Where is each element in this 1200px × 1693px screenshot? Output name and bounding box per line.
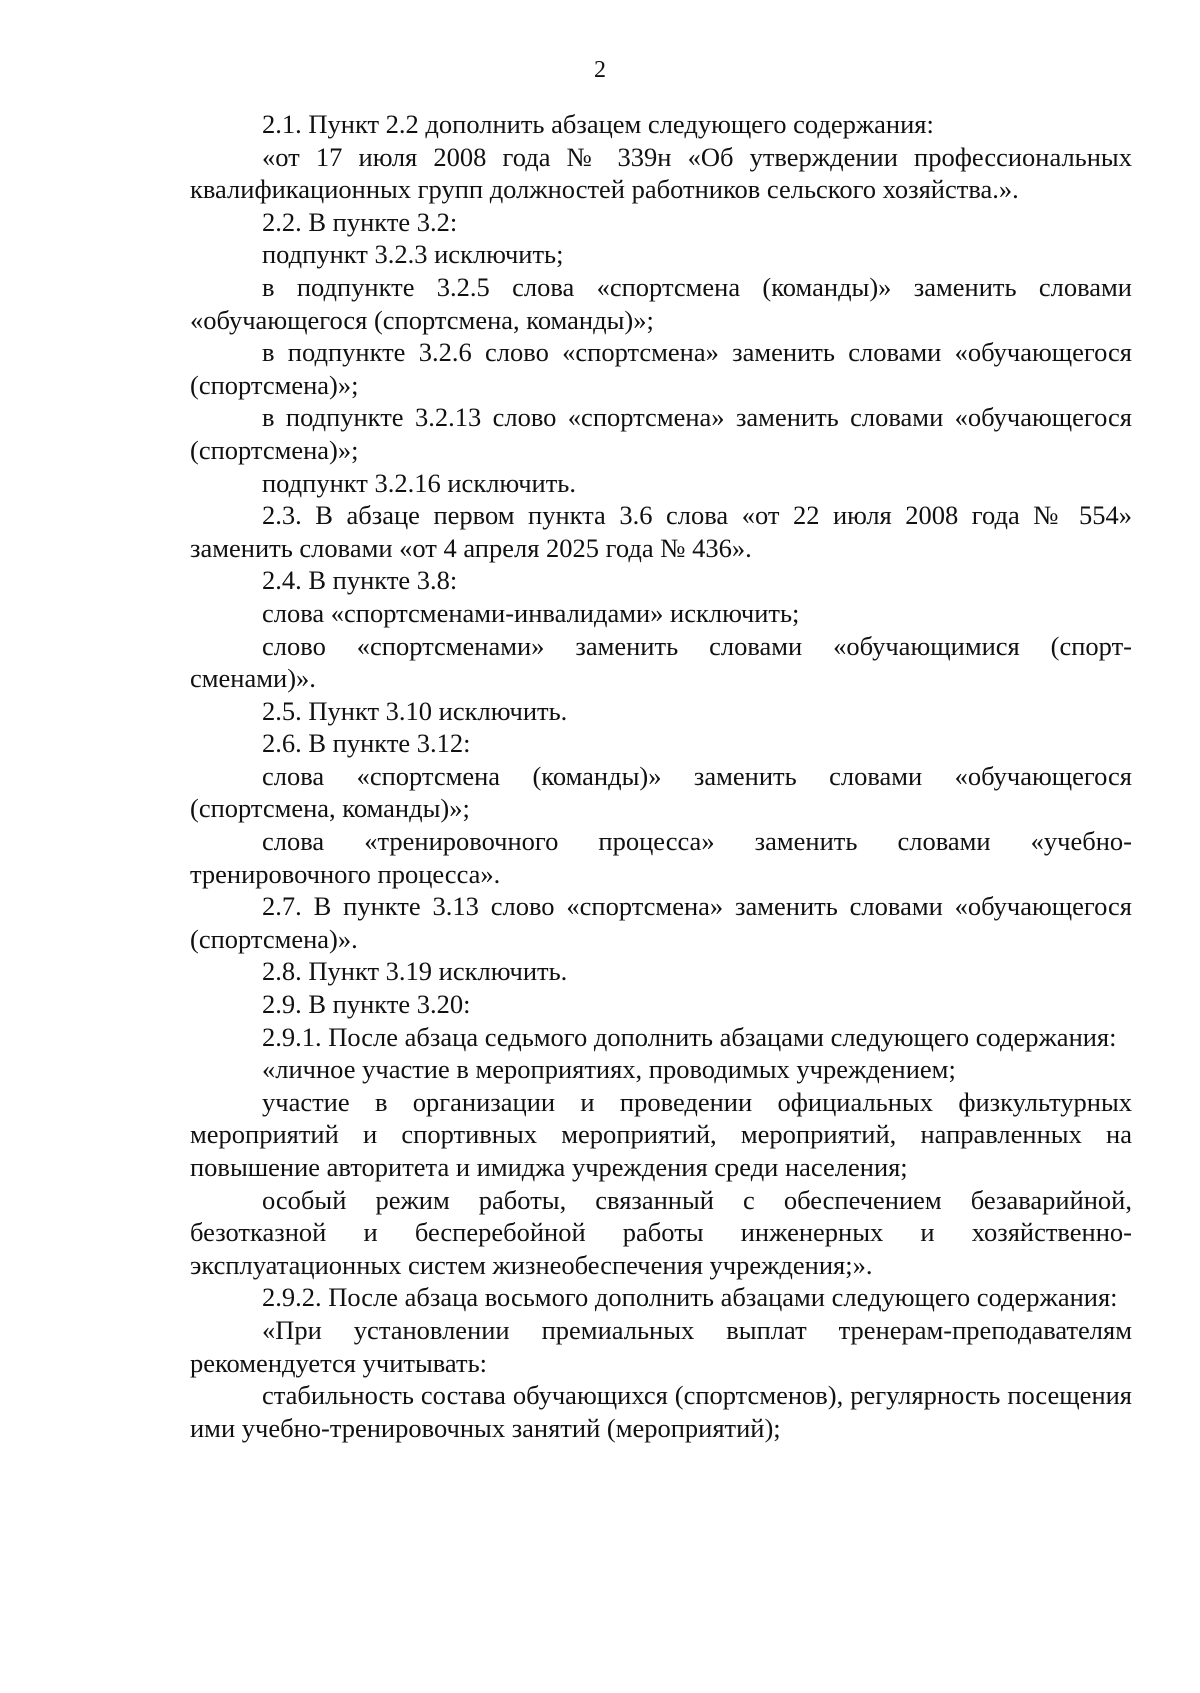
paragraph: 2.9.2. После абзаца восьмого дополнить абзацами следующего содержания: [262, 1282, 1118, 1313]
paragraph: слово «спортсменами» заменить словами «обучающимися (спорт-сменами)». [190, 630, 1132, 694]
paragraph: в подпункте 3.2.6 слово «спортсмена» заменить словами «обучающегося (спортсмена)»; [190, 337, 1132, 400]
paragraph: «личное участие в мероприятиях, проводимых учреждением; [262, 1054, 956, 1085]
paragraph: 2.3. В абзаце первом пункта 3.6 слова «от 22 июля 2008 года № 554» заменить словами «от 4 апреля 2025 года № 436». [190, 500, 1132, 563]
paragraph: слова «спортсмена (команды)» заменить словами «обучающегося (спортсмена, команды)»; [190, 760, 1132, 824]
paragraph: «от 17 июля 2008 года № 339н «Об утверждении профессиональных квалификационных групп должностей работников сельского хозяйства.». [190, 141, 1132, 205]
paragraph: участие в организации и проведении официальных физкультурных мероприятий и спортивных мероприятий, мероприятий, направленных на повышение авторитета и имиджа учреждения среди населения; [190, 1086, 1132, 1182]
paragraph: подпункт 3.2.16 исключить. [262, 467, 577, 498]
paragraph: особый режим работы, связанный с обеспечением безаварийной, безотказной и бесперебойной работы инженерных и хозяйственно-эксплуатационных систем жизнеобеспечения учреждения;». [190, 1184, 1132, 1280]
paragraph: 2.9.1. После абзаца седьмого дополнить абзацами следующего содержания: [262, 1021, 1117, 1052]
paragraph: подпункт 3.2.3 исключить; [262, 239, 564, 270]
paragraph: 2.4. В пункте 3.8: [262, 565, 458, 596]
paragraph: слова «тренировочного процесса» заменить словами «учебно-тренировочного процесса». [190, 826, 1132, 889]
paragraph: 2.6. В пункте 3.12: [262, 728, 471, 759]
document-body [190, 108, 1132, 1444]
paragraph: «При установлении премиальных выплат тренерам-преподавателям рекомендуется учитывать: [190, 1314, 1132, 1378]
paragraph: 2.7. В пункте 3.13 слово «спортсмена» заменить словами «обучающегося (спортсмена)». [190, 891, 1132, 954]
page-number: 2 [594, 57, 606, 83]
paragraph: 2.8. Пункт 3.19 исключить. [262, 956, 568, 987]
paragraph: стабильность состава обучающихся (спортсменов), регулярность посещения ими учебно-тренировочных занятий (мероприятий); [190, 1380, 1132, 1443]
paragraph: в подпункте 3.2.13 слово «спортсмена» заменить словами «обучающегося (спортсмена)»; [190, 402, 1132, 465]
paragraph: 2.9. В пункте 3.20: [262, 989, 471, 1020]
paragraph: 2.1. Пункт 2.2 дополнить абзацем следующего содержания: [262, 109, 934, 139]
paragraph: 2.2. В пункте 3.2: [262, 206, 458, 237]
paragraph: в подпункте 3.2.5 слова «спортсмена (команды)» заменить словами «обучающегося (спортсмена, команды)»; [190, 271, 1132, 335]
paragraph: 2.5. Пункт 3.10 исключить. [262, 695, 568, 726]
paragraph: слова «спортсменами-инвалидами» исключить; [262, 597, 800, 628]
